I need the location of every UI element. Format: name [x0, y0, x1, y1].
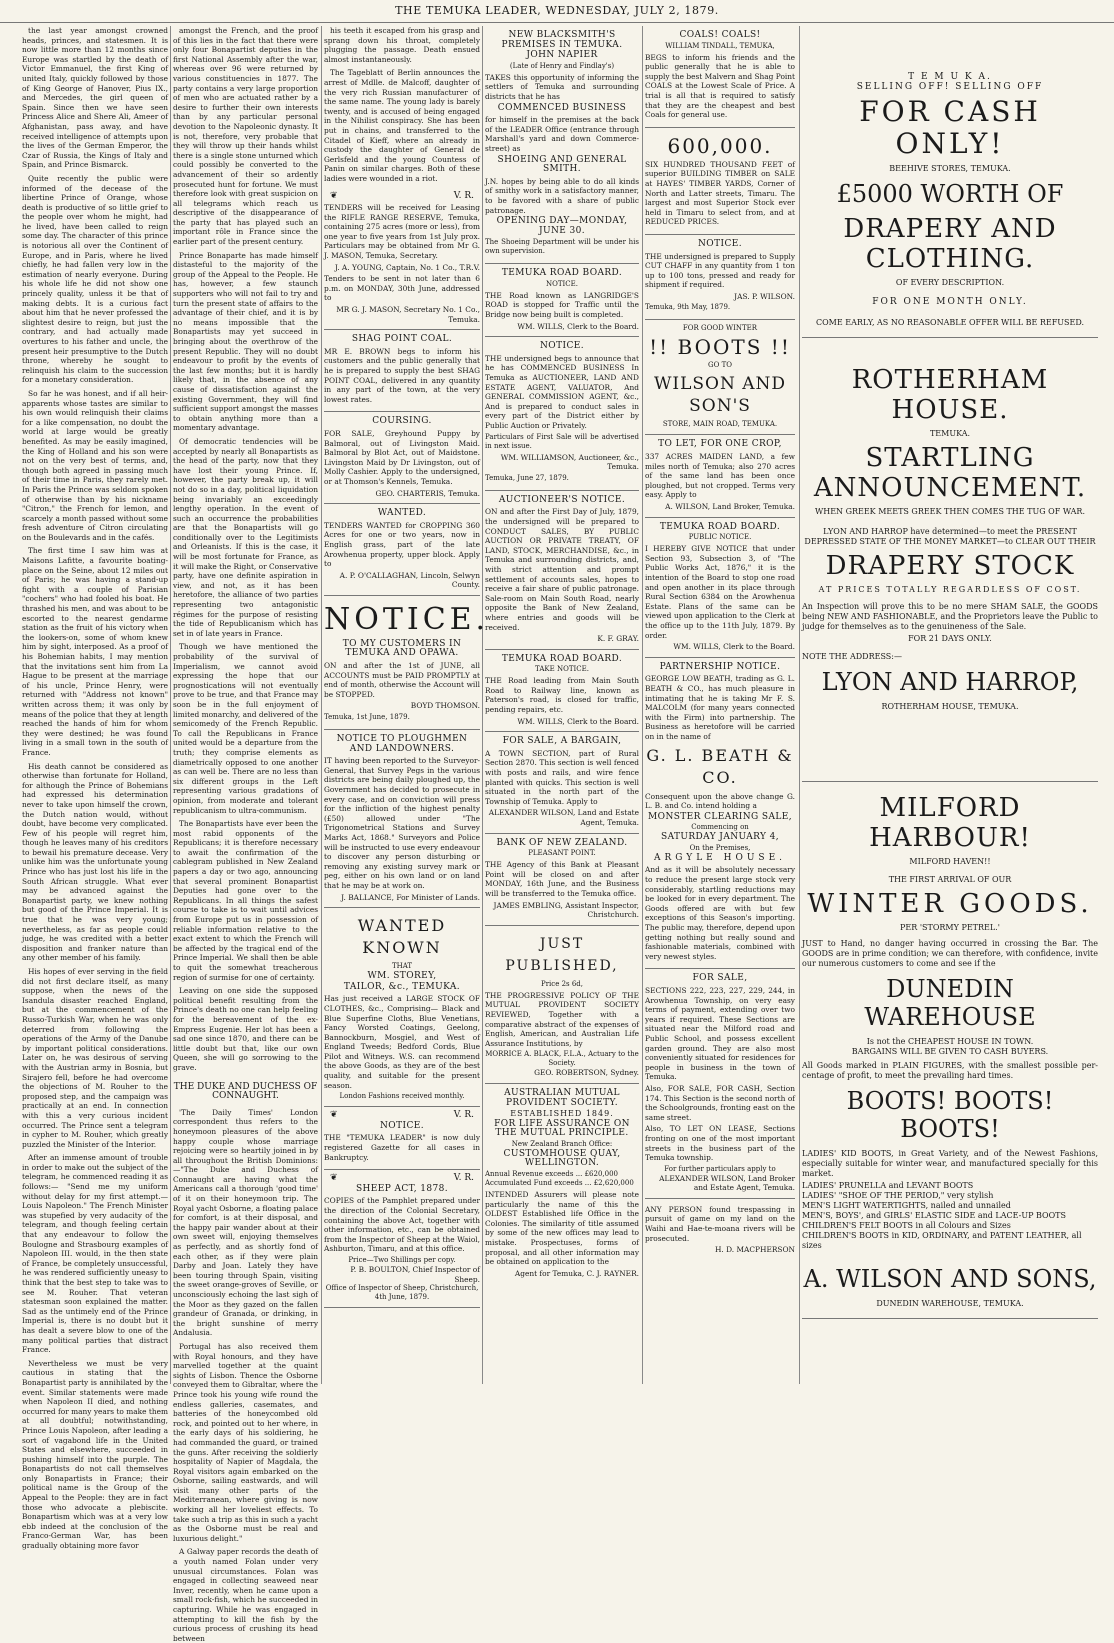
- ad-body: THE undersigned is prepared to Supply CUT CHAFF in any quantity from 1 ton up to 100 tons, pressed and ready for shipment if required.: [645, 251, 795, 290]
- ad-title: NOTICE.: [698, 238, 742, 249]
- ad-signature: WM. WILLS, Clerk to the Board.: [517, 716, 639, 726]
- ad-headline: DUNEDIN WAREHOUSE: [864, 975, 1036, 1032]
- ad-body: ON and after the First Day of July, 1879, the undersigned will be prepared to CONDUCT SALES, BY PUBLIC AUCTION OR PRIVATE TREATY, OF LAND, STOCK, MERCHANDISE, &c., in Temuka and surrounding districts, and, with strict attention and prompt settlement of accounts sales, hopes to receive a fair share of public patronage. Sale-room on Main South Road, nearly opposite the Bank of New Zealand, where entries and goods will be received.: [485, 507, 639, 632]
- article-paragraph: After an immense amount of trouble in order to make out the subject of the telegram, he commenced reading it as follows:— "Send me my uniform without delay for my first attempt.—Louis Napoleon." The French Minister was stupefied by very audacity of the telegram, and though feeling certain that any endeavour to follow the Boulogne and Strasbourg examples of Napoleon III. would, in the then state of France, be completely unsuccessful, he was rendered sufficiently uneasy to think that the best step to take was to see M. Rouher. That veteran statesman soon explained the matter. Sad as the untimely end of the Prince Imperial is, there is no doubt but it has dealt a severe blow to one of the many political parties that distract France.: [22, 1153, 168, 1355]
- ad-revenue: Annual Revenue exceeds ... £620,000: [485, 1170, 619, 1179]
- ad-signature: JAS. P. WILSON.: [734, 291, 795, 301]
- ad-body: TAKES this opportunity of informing the settlers of Temuka and surrounding districts that he has: [485, 72, 639, 101]
- ploughmen-notice-ad: [324, 730, 480, 908]
- article-paragraph: Leaving on one side the supposed political benefit resulting from the Prince's death no one can help feeling for the bereavement of the ex-Empress Eugenie. Her lot has been a sad one since 1870, and there can be little doubt but that, like our own Queen, she will go sorrowing to the grave.: [173, 986, 318, 1072]
- ad-subtitle: JOHN NAPIER: [526, 50, 598, 61]
- column-rule: [321, 26, 322, 1384]
- publication-ad: [485, 926, 639, 1084]
- ad-signature: MORRICE A. BLACK, F.L.A., Actuary to the Society.: [485, 1050, 639, 1068]
- article-paragraph: His hopes of ever serving in the field did not first declare itself, as many suppose, when the news of the Isandula disaster reached England, but at the commencement of the Russo-Turkish War, when he was only deterred from following the operations of the Army of the Danube by important political considerations. Later on, he was desirous of serving with the Austrian army in Bosnia, but Sirajero fell, before he had overcome the objections of M. Rouher to the proposed step, and the campaign was practically at an end. In connection with this a very curious incident occurred. The Prince sent a telegram in cypher to M. Rouher, which greatly puzzled the Minister of the Interior.: [22, 967, 168, 1149]
- ad-text: Is not the CHEAPEST HOUSE IN TOWN.: [866, 1037, 1034, 1047]
- crop-to-let-ad: [645, 435, 795, 517]
- ad-body: Also, TO LET ON LEASE, Sections fronting on one of the most important streets in the business part of the Temuka township.: [645, 1124, 795, 1163]
- rifle-range-ad: [324, 188, 480, 331]
- section-title: THE DUKE AND DUCHESS OF CONNAUGHT.: [173, 1081, 318, 1102]
- ad-title: COALS! COALS!: [679, 30, 761, 40]
- article-paragraph: Quite recently the public were informed of the decease of the libertine Prince of Orange, whose death is productive of so little grief to the people over whom he might, had he lived, have been called to reign some day. The character of this prince is notorious all over the Continent of Europe, and in Paris, where he lived chiefly, he had fallen very low in the estimation of nearly everyone. During his whole life he did not show one princely quality, unless it be that of making debts. It is a curious fact about him that he never professed the slightest desire to reign, but just the contrary, and had actually made overtures to his father and uncle, the present heir presumptive to the Dutch throne, whereby he sought to relinquish his claim to the succession for a monetary consideration.: [22, 173, 168, 385]
- ad-signature: A. WILSON, Land Broker, Temuka.: [665, 502, 795, 512]
- storey-tailor-ad: [324, 908, 480, 1107]
- ad-text: BARGAINS WILL BE GIVEN TO CASH BUYERS.: [851, 1047, 1049, 1057]
- ad-body: TENDERS WANTED for CROPPING 360 Acres for one or two years, now in English grass, part of the late Arowhenua property, upper block. Apply to: [324, 520, 480, 569]
- article-paragraph: The Bonapartists have ever been the most rabid opponents of the Republicans; it is therefore necessary to await the confirmation of the cablegram published in New Zealand papers a day or two ago, announcing that several prominent Bonapartist Deputies had gone over to the Republicans. In all things the safest course to take is to wait until advices from Europe put us in possession of reliable information relative to the exact extent to which the French will be affected by the tragical end of the Prince Imperial. We shall then be able to quit the somewhat treacherous region of surmise for one of certainty.: [173, 819, 318, 982]
- ad-body: THE Road leading from Main South Road to Railway line, known as Paterson's road, is closed for traffic, pending repairs, etc.: [485, 676, 639, 715]
- ad-subtitle: SHOEING AND GENERAL SMITH.: [497, 154, 627, 175]
- ad-text: FOR GOOD WINTER: [682, 324, 758, 333]
- amp-society-ad: [485, 1084, 639, 1284]
- ad-body: GEORGE LOW BEATH, trading as G. L. BEATH & CO., has much pleasure in intimating that he is taking Mr F. S. MALCOLM (for many years connected with the Firm) into partnership. The Business as heretofore will be carried on in the name of: [645, 674, 795, 741]
- ad-body: Also, FOR SALE, FOR CASH, Section 174. This Section is the second north of the Schoolgrounds, fronting east on the same street.: [645, 1083, 795, 1122]
- ad-body: BEGS to inform his friends and the public generally that he is able to supply the best Malvern and Shag Point COALS at the Lowest Scale of Price. A trial is all that is required to satisfy that they are the cheapest and best Coals for general use.: [645, 52, 795, 120]
- ad-headline: ROTHERHAM HOUSE.: [851, 364, 1049, 425]
- ad-date: Temuka, 1st June, 1879.: [324, 713, 410, 722]
- ad-body: Consequent upon the above change G. L. B. and Co. intend holding a: [645, 791, 795, 811]
- ad-signature: J. BALLANCE, For Minister of Lands.: [341, 892, 480, 902]
- ad-headline: 600,000.: [667, 133, 773, 158]
- ad-footer: Office of Inspector of Sheep, Christchurch, 4th June, 1879.: [325, 1284, 479, 1302]
- ad-text: OF EVERY DESCRIPTION.: [895, 278, 1005, 288]
- ad-subtitle: ARGYLE HOUSE.: [653, 852, 787, 863]
- ad-body: A TOWN SECTION, part of Rural Section 2870. This section is well fenced with posts and rails, and wire fence planted with quicks. This section is well situated in the north part of the Township of Temuka. Apply to: [485, 748, 639, 806]
- column-2: [173, 26, 318, 1643]
- ad-title: SHEEP ACT, 1878.: [355, 1183, 449, 1194]
- ad-footer: COME EARLY, AS NO REASONABLE OFFER WILL BE REFUSED.: [816, 317, 1084, 327]
- ad-body: COPIES of the Pamphlet prepared under the direction of the Colonial Secretary, containing the above Act, together with other information, etc., can be obtained from the Inspector of Sheep at the Waiol, Ashburton, Timaru, and at this office.: [324, 1196, 480, 1254]
- ad-headline: !! BOOTS !!: [649, 335, 791, 360]
- partnership-ad: [645, 658, 795, 970]
- article-paragraph: Portugal has also received them with Royal honours, and they have marvelled together at the quaint sights of Lisbon. Thence the Osborne conveyed them to Gibraltar, where the Prince took his young wife round the endless galleries, casemates, and batteries of the honeycombed old rock, and pointed out to her where, in the early days of his soldiering, he had commanded the guard, or trained the guns. After receiving the soldierly hospitality of Napier of Magdala, the Royal visitors again embarked on the Osborne, sailing eastwards, and will visit many other parts of the Mediterranean, where giving is now working all her loveliest effects. To take such a trip as this in such a yacht as the Osborne must be real and luxurious delight.": [173, 1341, 318, 1543]
- ad-title: AUCTIONEER'S NOTICE.: [498, 494, 626, 505]
- ad-firm: G. L. BEATH & CO.: [646, 745, 794, 787]
- ad-body: THE Road known as LANGRIDGE'S ROAD is stopped for Traffic until the Bridge now being built is completed.: [485, 290, 639, 320]
- ad-text: DUNEDIN WAREHOUSE, TEMUKA.: [876, 1299, 1024, 1309]
- road-board-take-notice-ad: [485, 650, 639, 733]
- ad-body: JUST to Hand, no danger having occurred in crossing the Bar. The GOODS are in prime condition; we can therefore, with confidence, invite our numerous customers to come and see if the: [802, 939, 1098, 969]
- ad-subtitle: NOTICE.: [546, 279, 578, 288]
- ad-fund: Accumulated Fund exceeds ... £2,620,000: [485, 1179, 634, 1188]
- ad-text: WHEN GREEK MEETS GREEK THEN COMES THE TUG OF WAR.: [815, 506, 1085, 516]
- article-paragraph: amongst the French, and the proof of this lies in the fact that there were only four Bonapartist deputies in the first National Assembly after the war, whereas over 96 were returned by various constituencies in 1877. The party contains a very large proportion of men who are actuated rather by a desire to further their own interests than by any particular personal devotion to the Napoleonic dynasty. It is not, therefore, very probable that they will throw up their hands whilst there is a single stone unturned which could possibly be converted to the advancement of their so ardently prosecuted hunt for fortune. We must therefore look with great suspicion on all telegrams which reach us descriptive of the disappearance of the party that has played such an important rôle in France since the earlier part of the present century.: [173, 26, 318, 247]
- ad-text: (Late of Henry and Findlay's): [509, 61, 615, 70]
- column-rule: [642, 26, 643, 1384]
- ad-signature: P. B. BOULTON, Chief Inspector of Sheep.: [350, 1264, 480, 1284]
- auctioneer-business-ad: [485, 337, 639, 491]
- crest-icon: ❦: [330, 1110, 338, 1121]
- ad-signature: WM. WILLIAMSON, Auctioneer, &c., Temuka.: [500, 452, 639, 472]
- ad-text: On the Premises,: [689, 843, 751, 852]
- ad-signature: J. A. YOUNG, Captain, No. 1 Co., T.R.V.: [334, 262, 480, 272]
- coursing-ad: [324, 412, 480, 504]
- list-item: LADIES' PRUNELLA and LEVANT BOOTS: [802, 1181, 974, 1191]
- ad-address: STORE, MAIN ROAD, TEMUKA.: [662, 420, 778, 429]
- ad-text: FOR 21 DAYS ONLY.: [908, 634, 992, 644]
- sheep-act-ad: [324, 1170, 480, 1308]
- ad-signature: WM. WILLS, Clerk to the Board.: [673, 642, 795, 652]
- list-item: LADIES' "SHOE OF THE PERIOD," very stylish: [802, 1191, 994, 1201]
- ad-headline: BOOTS! BOOTS! BOOTS!: [846, 1087, 1054, 1144]
- leader-gazette-ad: [324, 1107, 480, 1170]
- ad-text: THAT: [391, 962, 413, 971]
- sections-for-sale-ad: [645, 969, 795, 1198]
- ad-text: For further particulars apply to: [664, 1164, 776, 1173]
- column-1: [22, 26, 168, 1551]
- column-4: [485, 26, 639, 1384]
- notice-ad: [324, 596, 490, 730]
- article-paragraph: The Tageblatt of Berlin announces the arrest of Mdlle. de Malcoff, daughter of the very rich Russian manufacturer of the same name. The young lady is barely twenty, and is accused of being engaged in the Nihilist conspiracy. She has been put in chains, and transferred to the Citadel of Kieff, where an already in custody the daughter of General de Gerlsfeld and the young Countess of Panin on similar charges. Both of these ladies were wounded in a riot.: [324, 68, 480, 183]
- ad-title: AUSTRALIAN MUTUAL PROVIDENT SOCIETY.: [504, 1087, 620, 1108]
- column-rule: [482, 26, 483, 1384]
- column-3: [324, 26, 490, 1384]
- article-paragraph: his teeth it escaped from his grasp and sprang down his throat, completely plugging the passage. Death ensued almost instantaneously.: [324, 26, 480, 64]
- article-paragraph: Prince Bonaparte has made himself distasteful to the majority of the group of the Appeal to the People. He has, however, a few staunch supporters who will not fail to try and turn the present state of affairs to the advantage of their chief, and it is by no means impossible that the Bonapartists may yet succeed in bringing about the overthrow of the present Republic. They will no doubt endeavour to profit by the events of the last few months; but it is hardly likely that, in the absence of any cause of dissatisfaction against the existing Government, they will find sufficient support amongst the masses to obtain anything more than a momentary advantage.: [173, 250, 318, 433]
- ad-body: LADIES' KID BOOTS, in Great Variety, and of the Newest Fashions, especially suitable for winter wear, and manufactured specially for this market.: [802, 1149, 1098, 1179]
- ad-subtitle: TAKE NOTICE.: [535, 665, 589, 674]
- vr-crest: [324, 192, 480, 202]
- ad-body: ANY PERSON found trespassing in pursuit of game on my land on the Waihi and Hae-te-moana rivers will be prosecuted.: [645, 1204, 795, 1243]
- list-item: CHILDREN'S FELT BOOTS in all Colours and Sizes: [802, 1221, 1011, 1231]
- vr-crest: [324, 1174, 480, 1184]
- ad-text: PER 'STORMY PETREL.': [900, 923, 1000, 933]
- ad-signature: JAMES EMBLING, Assistant Inspector, Christchurch.: [493, 900, 639, 920]
- ad-subtitle: ESTABLISHED 1849.: [510, 1109, 614, 1119]
- article-paragraph: 'The Daily Times' London correspondent thus refers to the honeymoon pleasures of the above happy couple whose marriage rejoicing were so heartily joined in by all throughout the British Dominions:—"The Duke and Duchess of Connaught are having what the Americans call a thorough 'good time' of it on their honeymoon trip. The Royal yacht Osborne, a floating palace for comfort, is at their disposal, and the happy pair wander about at their own sweet will, enjoying themselves as perfectly, and as shortly fond of each other, as if they were plain Darby and Joan. Lately they have been touring through Spain, visiting the sweet orange-groves of Seville, or unconsciously echoing the last sigh of the Moor as they gazed on the fallen grandeur of Granada, or drinking, in the bright sunshine of merry Andalusia.: [173, 1107, 318, 1338]
- ad-body: THE PROGRESSIVE POLICY OF THE MUTUAL PROVIDENT SOCIETY REVIEWED, Together with a comparative abstract of the expenses of English, American, and Australian Life Assurance Institutions, by: [485, 990, 639, 1048]
- article-paragraph: His death cannot be considered as otherwise than fortunate for Holland, for although the Prince of Bohemians had expressed his determination never to take upon himself the crown, the Dutch nation would, without doubt, have become very complicated. Few of his people will regret him, though he leaves many of his creditors to bewail his premature decease. Very unlike him was the unfortunate young Prince who has just lost his life in the South African struggle. What ever may be advanced against the Bonapartist party, we knew nothing but good of the Prince Imperial. It is true that he was very young; nevertheless, as far as people could judge, he was credited with a better disposition and franker nature than any other member of his family.: [22, 761, 168, 963]
- timber-ad: [645, 128, 795, 235]
- ad-subtitle: OPENING DAY—MONDAY, JUNE 30.: [496, 216, 628, 236]
- road-board-ad: [485, 264, 639, 337]
- trespass-ad: [645, 1199, 795, 1260]
- ad-subtitle: PUBLIC NOTICE.: [688, 533, 752, 542]
- ad-subtitle: CUSTOMHOUSE QUAY, WELLINGTON.: [503, 1148, 621, 1169]
- ad-body: SECTIONS 222, 223, 227, 229, 244, in Arowhenua Township, on very easy terms of payment, extending over two years if required. These Sections are situated near the Milford road and Public School, and possess excellent garden ground. They are also most conveniently situated for residences for people in business in the town of Temuka.: [645, 986, 795, 1082]
- ad-body: I HEREBY GIVE NOTICE that under Section 93, Subsection 3, of "The Public Works Act, 1876," it is the intention of the Board to stop one road and open another in its place through Rural Section 6384 on the Arowhenua Estate. Plans of the same can be viewed upon application to the Clerk at the office up to the 11th July, 1879. By order.: [645, 544, 795, 640]
- ad-title: COURSING.: [372, 416, 432, 427]
- ad-headline: STARTLING ANNOUNCEMENT.: [813, 442, 1087, 503]
- ad-body: THE "TEMUKA LEADER" is now duly registered Gazette for all cases in Bankruptcy.: [324, 1133, 480, 1162]
- boot-list: [802, 1181, 1098, 1251]
- ad-subtitle: PLEASANT POINT.: [528, 849, 596, 858]
- ad-text: T E M U K A.: [908, 72, 992, 82]
- rotherham-house-ad: [802, 338, 1098, 783]
- ad-signature: ALEXANDER WILSON, Land and Estate Agent, Temuka.: [488, 808, 639, 827]
- ad-headline: DRAPERY STOCK: [825, 550, 1075, 581]
- ad-body: TENDERS will be received for Leasing the RIFLE RANGE RESERVE, Temuka, containing 275 acres (more or less), from one year to five years from 1st July prox. Particulars may be obtained from Mr G. J. MASON, Temuka, Secretary.: [324, 203, 480, 261]
- ad-signature: MR G. J. MASON, Secretary No. 1 Co., Temuka.: [336, 305, 480, 324]
- ad-text: ROTHERHAM HOUSE, TEMUKA.: [881, 702, 1019, 712]
- auctioneers-notice-ad: [485, 491, 639, 650]
- ad-subtitle: TAILOR, &c., TEMUKA.: [343, 981, 461, 992]
- ad-body: 337 ACRES MAIDEN LAND, a few miles north of Temuka; also 270 acres of the same land has been once ploughed, but not cropped. Terms very easy. Apply to: [645, 452, 795, 500]
- ad-title: PARTNERSHIP NOTICE.: [659, 661, 781, 672]
- column-rule: [799, 26, 800, 1384]
- ad-headline: WINTER GOODS.: [807, 889, 1093, 920]
- ad-text: NOTE THE ADDRESS:—: [802, 652, 902, 662]
- beehive-stores-ad: [802, 26, 1098, 338]
- ad-text: THE FIRST ARRIVAL OF OUR: [888, 875, 1012, 885]
- ad-body: INTENDED Assurers will please note particularly the name of this the OLDEST Established life Office in the Colonies. The similarity of title assumed by some of the new offices may lead to mistake. Prospectuses, forms of proposal, and all other information may be obtained on application to the: [485, 1190, 639, 1267]
- ad-title: WANTED.: [377, 508, 427, 519]
- ad-headline: £5000 WORTH OF: [836, 180, 1064, 209]
- ad-title: SHAG POINT COAL.: [351, 334, 453, 345]
- ad-body: ON and after the 1st of JUNE, all ACCOUNTS must be PAID PROMPTLY at end of month, otherwise the Account will be STOPPED.: [324, 661, 480, 699]
- ad-text: MILFORD HAVEN!!: [909, 857, 991, 867]
- list-item: MEN'S, BOYS', and GIRLS' ELASTIC SIDE and LACE-UP BOOTS: [802, 1211, 1066, 1221]
- crest-text: V. R.: [453, 1173, 474, 1184]
- ad-body: THE Agency of this Bank at Pleasant Point will be closed on and after MONDAY, 16th June, and the Business will be transferred to the Temuka office.: [485, 860, 639, 898]
- ad-subtitle: TO MY CUSTOMERS IN TEMUKA AND OPAWA.: [342, 638, 462, 659]
- ad-text: Particulars of First Sale will be advertised in next issue.: [485, 432, 639, 450]
- ad-text: TEMUKA.: [929, 428, 971, 438]
- milford-harbour-ad: [802, 782, 1098, 1319]
- ad-body: for himself in the premises at the back of the LEADER Office (entrance through Marshall's yard and down Commerce-street) as: [485, 115, 639, 153]
- article-paragraph: The first time I saw him was at Maisons Lafitte, a favourite boating-place on the Seine, about 12 miles out of Paris; he was having a stand-up fight with a couple of Parisian "cochers" who had fooled his boat. He thrashed his men, and was about to be escorted to the nearest gendarme station as the fruit of his victory when the lookers-on, some of whom knew him by sight, interposed. As a proof of his Bohemian habits, I may mention that the invitations sent him from La Hague to be present at the marriage of his uncle, Prince Henry, were returned with "Address not known" written across them; it was only by means of the police that they at length reached the hands of him for whom they were destined; he was found living in a small town in the south of France.: [22, 546, 168, 757]
- ad-title: BANK OF NEW ZEALAND.: [496, 837, 628, 848]
- ad-text: New Zealand Branch Office:: [511, 1139, 613, 1148]
- list-item: CHILDREN'S BOOTS in KID, ORDINARY, and PATENT LEATHER, all sizes: [802, 1231, 1082, 1251]
- article-paragraph: A Galway paper records the death of a youth named Folan under very unusual circumstances. Folan was engaged in collecting seaweed near Inver, recently, when he came upon a small rock-fish, which he succeeded in capturing. While he was engaged in attempting to kill the fish by the curious process of crushing its head between: [173, 1547, 318, 1643]
- ad-price: Price 2s 6d,: [540, 979, 583, 988]
- ad-signature: GEO. ROBERTSON, Sydney.: [534, 1068, 639, 1078]
- article-paragraph: the last year amongst crowned heads, princes, and statesmen. It is now little more than 12 months since Europe was startled by the death of Victor Emmanuel, the first King of united Italy, quickly followed by those of King George of Hanover, Pius IX., and Mercedes, the girl queen of Spain. Since then we have seen Princess Alice and Shere Ali, Ameer of Afghanistan, pass away, and have received intelligence of attempts upon the lives of the German Emperor, the Czar of Russia, the Kings of Italy and Spain, and Prince Bismarck.: [22, 26, 168, 170]
- crest-icon: ❦: [330, 190, 338, 201]
- ad-signature: A. P. O'CALLAGHAN, Lincoln, Selwyn County.: [339, 570, 480, 590]
- bank-ad: [485, 834, 639, 926]
- ad-signature: Agent for Temuka, C. J. RAYNER.: [514, 1268, 639, 1278]
- winter-boots-ad: [645, 320, 795, 435]
- vr-crest: [324, 1111, 480, 1121]
- ad-title: TO LET, FOR ONE CROP,: [658, 439, 782, 450]
- ad-signature: BOYD THOMSON.: [410, 701, 480, 711]
- ad-date: Temuka, June 27, 1879.: [485, 473, 569, 482]
- ad-text: BEEHIVE STORES, TEMUKA.: [889, 164, 1011, 174]
- ad-text: LYON AND HARROP have determined—to meet the PRESENT DEPRESSED STATE OF THE MONEY MARKET—to CLEAR OUT THEIR: [804, 526, 1096, 546]
- ad-signature: H. D. MACPHERSON: [714, 1245, 795, 1255]
- ad-body: IT having been reported to the Surveyor-General, that Survey Pegs in the various districts are being daily ploughed up, the Government has decided to prosecute in every case, and on conviction will press for the infliction of the highest penalty (£50) allowed under "The Trigonometrical Stations and Survey Marks Act, 1868." Surveyors and Police will be instructed to use every endeavour to discover any person disturbing or removing any existing survey mark or peg, either on his own land or on land that he may be at work on.: [324, 756, 480, 890]
- article-paragraph: So far he was honest, and if all heir-apparents whose tastes are similar to his own would relinquish their claims for a like compensation, no doubt the world at large would be greatly benefited. As may be easily imagined, the King of Holland and his son were not on the very best of terms, and, though both agreed in passing much of their time in Paris, they rarely met. In Paris the Prince was seldom spoken of otherwise than by his nickname "Citron," the French for lemon, and scarcely a month passed without some fresh adventure of Citron circulating on the Boulevards and in the cafés.: [22, 388, 168, 542]
- list-item: MEN'S LIGHT WATERTIGHTS, nailed and unnailed: [802, 1201, 1011, 1211]
- ad-footer: The Shoeing Department will be under his own supervision.: [485, 238, 639, 256]
- ad-headline: WANTED KNOWN: [357, 916, 447, 958]
- ad-body: Tenders to be sent in not later than 6 p.m. on MONDAY, 30th June, addressed to: [324, 274, 480, 303]
- ad-firm: WILSON AND SON'S: [653, 374, 787, 417]
- ad-signature: WM. WILLS, Clerk to the Board.: [517, 321, 639, 331]
- ad-headline: LYON AND HARROP,: [821, 668, 1079, 697]
- ad-title: NOTICE.: [380, 1120, 424, 1131]
- masthead: THE TEMUKA LEADER, WEDNESDAY, JULY 2, 1879.: [0, 0, 1114, 23]
- crest-text: V. R.: [453, 1110, 474, 1121]
- ad-subtitle: COMMENCED BUSINESS: [497, 102, 627, 113]
- ad-body: Has just received a LARGE STOCK OF CLOTHES, &c., Comprising— Black and Blue Superfine Cloths, Blue Venetians, Fancy Worsted Coatings, Geelong, Bannockburn, Mosgiel, and West of England Tweeds; Bedford Cords, Blue Pilot and Witneys. W.S. can recommend the above Goods, as they are of the best quality, and suitable for the present season.: [324, 994, 480, 1090]
- ad-subtitle: WILLIAM TINDALL, TEMUKA,: [665, 41, 775, 50]
- bargain-ad: [485, 732, 639, 833]
- ad-signature: ALEXANDER WILSON, Land Broker and Estate Agent, Temuka.: [659, 1173, 795, 1193]
- ad-body: And as it will be absolutely necessary to reduce the present large stock very considerably, startling reductions may be looked for in every department. The Goods offered are with but few exceptions of this Season's importing. The public may, therefore, depend upon getting nothing but really sound and fashionable materials, combined with very newest styles.: [645, 865, 795, 961]
- ad-subtitle: SELLING OFF! SELLING OFF: [856, 81, 1044, 92]
- ad-text: GO TO: [708, 361, 732, 370]
- ad-headline: FOR CASH ONLY!: [859, 95, 1041, 161]
- ad-subtitle: SATURDAY JANUARY 4,: [661, 832, 779, 843]
- ad-subtitle: AT PRICES TOTALLY REGARDLESS OF COST.: [818, 584, 1082, 594]
- blacksmith-ad: [485, 26, 639, 264]
- ad-footer: London Fashions received monthly.: [339, 1092, 465, 1101]
- ad-body: SIX HUNDRED THOUSAND FEET of superior BUILDING TIMBER on SALE at HAYES' TIMBER YARDS, Corner of North and Latter streets, Timaru. The largest and most Superior Stock ever held in Timaru to select from, and at REDUCED PRICES.: [645, 159, 795, 227]
- article-paragraph: Of democratic tendencies will be accepted by nearly all Bonapartists as the head of the party, now that they have lost their young Prince. If, however, the party break up, it will not do so in a day, political liquidation being invariably an exceedingly lengthy operation. In the event of such an occurrence the probabilities are that the Bonapartists will go conditionally over to the Legitimists and Orleanists. If this is the case, it will be most fortunate for France, as it will make the Right, or Conservative party, have one definite aspiration in view, and not, as it has been heretofore, the alliance of two parties representing two antagonistic régimes for the purpose of resisting the tide of Republicanism which has set in of late years in France.: [173, 436, 318, 638]
- ad-text: Commencing on: [691, 823, 749, 832]
- column-5: [645, 26, 795, 1384]
- ad-signature: K. F. GRAY.: [597, 634, 639, 644]
- ad-title: FOR SALE, A BARGAIN,: [502, 736, 622, 747]
- ad-date: Temuka, 9th May, 1879.: [645, 303, 731, 312]
- ad-subtitle: FOR LIFE ASSURANCE ON THE MUTUAL PRINCIPLE.: [494, 1118, 630, 1139]
- ad-title: NOTICE.: [540, 341, 584, 352]
- road-board-public-notice-ad: [645, 518, 795, 658]
- crest-text: V. R.: [453, 190, 474, 201]
- ad-title: WM. STOREY,: [367, 971, 437, 982]
- ad-title: TEMUKA ROAD BOARD.: [659, 521, 781, 532]
- ad-subtitle: MONSTER CLEARING SALE,: [648, 811, 792, 822]
- ad-body: FOR SALE, Greyhound Puppy by Balmoral, out of Livingston Maid. Balmoral by Blot Act, out of Maidstone. Livingston Maid by Dr Livingston, out of Molly Cashier. Apply to the undersigned, or at Thomson's Kennels, Temuka.: [324, 428, 480, 486]
- ad-headline: NOTICE.: [324, 601, 490, 637]
- chaff-ad: [645, 235, 795, 321]
- ad-title: TEMUKA ROAD BOARD.: [501, 268, 623, 279]
- ad-headline: JUST PUBLISHED,: [505, 935, 619, 974]
- ad-price: Price—Two Shillings per copy.: [348, 1255, 456, 1264]
- ad-headline: DRAPERY AND CLOTHING.: [843, 214, 1057, 275]
- ad-body: J.N. hopes by being able to do all kinds of smithy work in a satisfactory manner, to be favored with a share of public patronage.: [485, 176, 639, 215]
- ad-headline: A. WILSON AND SONS,: [803, 1265, 1097, 1294]
- shag-point-coal-ad: [324, 330, 480, 412]
- ad-headline: MILFORD HARBOUR!: [869, 793, 1031, 854]
- ad-body: MR E. BROWN begs to inform his customers and the public generally that he is prepared to supply the best SHAG POINT COAL, delivered in any quantity in any part of the town, at the very lowest rates.: [324, 346, 480, 404]
- column-rule: [170, 26, 171, 1384]
- ad-body: THE undersigned begs to announce that he has COMMENCED BUSINESS In Temuka as AUCTIONEER, LAND AND ESTATE AGENT, VALUATOR, And GENERAL COMMISSION AGENT, &c., And is prepared to conduct sales in every part of the District either by Public Auction or Privately.: [485, 353, 639, 430]
- ad-signature: GEO. CHARTERIS, Temuka.: [375, 488, 480, 498]
- ad-title: TEMUKA ROAD BOARD.: [501, 653, 623, 664]
- ad-body: An Inspection will prove this to be no mere SHAM SALE, the GOODS being NEW AND FASHIONABLE, and the Proprietors leave the Public to judge for themselves as to the genuineness of the Sale.: [802, 602, 1098, 632]
- ad-title: FOR SALE,: [692, 973, 748, 984]
- article-paragraph: Though we have mentioned the probability of the survival of Imperialism, we cannot avoid expressing the hope that our prognostications will not eventually prove to be true, and that France may soon be in the full enjoyment of limited monarchy, and delivered of the semicomedy of the French Republic. To call the Republicans in France united would be a departure from the truth; they comprise elements as diametrically opposed to one another as can well be. There are no less than six different groups in the Left representing various gradations of opinion, from moderate and tolerant republicanism to ultra-communism.: [173, 642, 318, 815]
- ad-title: NOTICE TO PLOUGHMEN AND LANDOWNERS.: [336, 734, 468, 754]
- coals-ad: [645, 26, 795, 128]
- wanted-ad: [324, 504, 480, 596]
- column-6: [802, 26, 1098, 1384]
- crest-icon: ❦: [330, 1173, 338, 1184]
- ad-body: All Goods marked in PLAIN FIGURES, with the smallest possible per-centage of profit, to meet the prevailing hard times.: [802, 1061, 1098, 1081]
- ad-title: NEW BLACKSMITH'S PREMISES IN TEMUKA.: [501, 30, 623, 50]
- ad-subtitle: FOR ONE MONTH ONLY.: [872, 297, 1028, 308]
- article-paragraph: Nevertheless we must be very cautious in stating that the Bonapartist party is annihilated by the event. Similar statements were made when Napoleon II died, and nothing occurred for many years to make them at all doubtful; notwithstanding, Prince Louis Napoleon, after leading a sort of vagabond life in the United States and elsewhere, succeeded in pushing himself into the purple. The Bonapartists do not call themselves only Bonapartists in France; their political name is the Group of the Appeal to the People: they are in fact those who advocate a plebiscite. Bonapartism which was at a very low ebb indeed at the conclusion of the Franco-German War, has been gradually obtaining more favor: [22, 1358, 168, 1551]
